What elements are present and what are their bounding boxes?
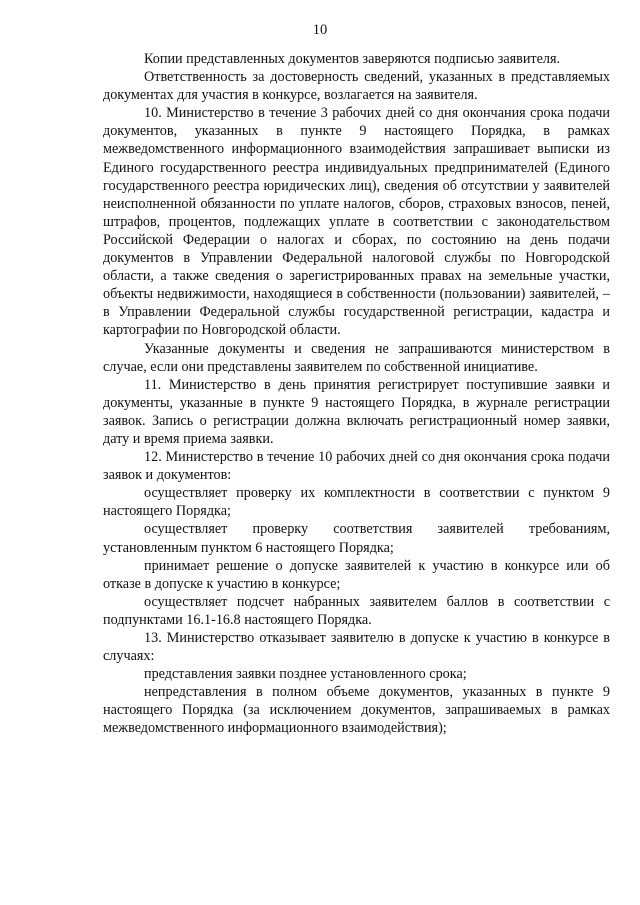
paragraph-item-13-incomplete-documents: непредставления в полном объеме документов, указанных в пункте 9 настоящего Порядка (за исключением документов, запрашиваемых в рамках межведомственного информационного взаимодействия); xyxy=(103,684,610,737)
paragraph-item-12-check-completeness: осуществляет проверку их комплектности в соответствии с пунктом 9 настоящего Порядка; xyxy=(103,485,610,520)
page-number: 10 xyxy=(312,22,328,38)
paragraph-item-12-score-count: осуществляет подсчет набранных заявителем баллов в соответствии с подпунктами 16.1-16.8 настоящего Порядка. xyxy=(103,593,610,628)
paragraph-item-12: 12. Министерство в течение 10 рабочих дней со дня окончания срока подачи заявок и документов: xyxy=(103,449,610,484)
paragraph-item-10: 10. Министерство в течение 3 рабочих дней со дня окончания срока подачи документов, указанных в пункте 9 настоящего Порядка, в рамках межведомственного информационного взаимодействия запрашивает выписки из Единого государственного реестра индивидуальных предпринимателей (Единого государственного реестра юридических лиц), сведения об отсутствии у заявителей неисполненной обязанности по уплате налогов, сборов, страховых взносов, пеней, штрафов, процентов, подлежащих уплате в соответствии с законодательством Российской Федерации о налогах и сборах, по состоянию на день подачи документов в Управлении Федеральной налоговой службы по Новгородской области, а также сведения о зарегистрированных правах на земельные участки, объекты недвижимости, находящиеся в собственности (пользовании) заявителей, – в Управлении Федеральной службы государственной регистрации, кадастра и картографии по Новгородской области. xyxy=(103,105,610,339)
paragraph-responsibility: Ответственность за достоверность сведений, указанных в представляемых документах для участия в конкурсе, возлагается на заявителя. xyxy=(103,69,610,104)
paragraph-item-13: 13. Министерство отказывает заявителю в допуске к участию в конкурсе в случаях: xyxy=(103,630,610,665)
paragraph-item-13-late-submission: представления заявки позднее установленного срока; xyxy=(144,666,467,683)
paragraph-item-12-check-requirements: осуществляет проверку соответствия заявителей требованиям, установленным пунктом 6 настоящего Порядка; xyxy=(103,521,610,556)
paragraph-documents-not-requested: Указанные документы и сведения не запрашиваются министерством в случае, если они представлены заявителем по собственной инициативе. xyxy=(103,340,610,375)
document-body xyxy=(103,50,610,738)
paragraph-item-11: 11. Министерство в день принятия регистрирует поступившие заявки и документы, указанные в пункте 9 настоящего Порядка, в журнале регистрации заявок. Запись о регистрации должна включать регистрационный номер заявки, дату и время приема заявки. xyxy=(103,376,610,447)
paragraph-copies-certified: Копии представленных документов заверяются подписью заявителя. xyxy=(144,51,561,67)
paragraph-item-12-admission-decision: принимает решение о допуске заявителей к участию в конкурсе или об отказе в допуске к участию в конкурсе; xyxy=(103,557,610,592)
